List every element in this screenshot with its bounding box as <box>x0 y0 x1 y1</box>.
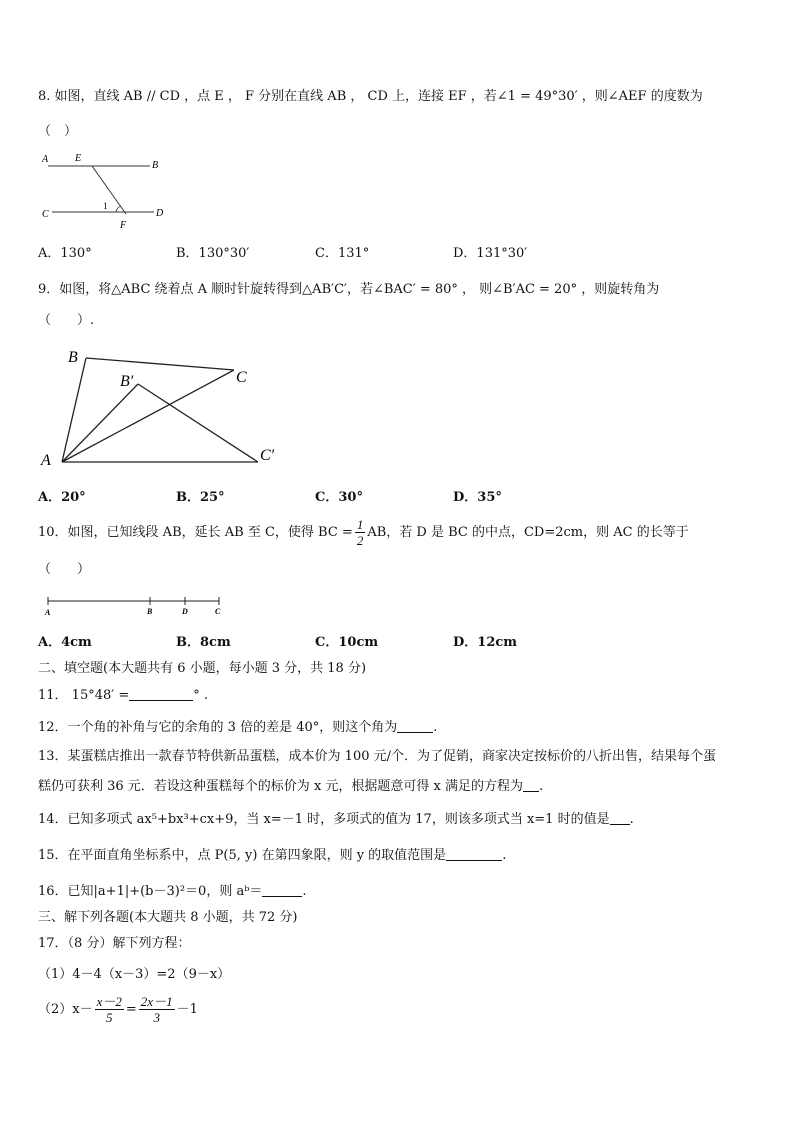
q17-eq2 <box>38 990 198 1030</box>
q16-blank <box>262 883 302 897</box>
q10-label-a: A <box>45 608 51 617</box>
q17-eq2-equals: = <box>125 1002 137 1017</box>
q8-label-a: A <box>42 154 49 165</box>
q9-option-d: D．35° <box>453 490 502 505</box>
q14 <box>38 811 634 829</box>
q13-line1: 13．某蛋糕店推出一款春节特供新品蛋糕，成本价为 100 元/个．为了促销，商家决定按标价的八折出售，结果每个蛋 <box>38 749 717 764</box>
q8-stem: 8. 如图，直线 AB // CD ，点 E ， F 分别在直线 AB ， CD 上，连接 EF ，若∠1 = 49°30′ ，则∠AEF 的度数为 <box>38 89 703 104</box>
q8-option-a: A．130° <box>38 246 92 261</box>
q12-after: . <box>433 720 438 735</box>
q15-text: 15．在平面直角坐标系中，点 P(5, y) 在第四象限，则 y 的取值范围是 <box>38 848 447 863</box>
q10-label-c: C <box>215 607 221 616</box>
q9-figure <box>36 342 286 472</box>
q8-label-c: C <box>42 209 49 220</box>
q11 <box>38 687 208 705</box>
q10-label-d: D <box>182 607 188 616</box>
q12 <box>38 719 437 737</box>
q10-figure <box>42 594 232 618</box>
q9-label-b-prime: B′ <box>120 373 134 390</box>
q9-paren: （ ）. <box>38 313 95 328</box>
q17-eq2-frac2 <box>139 994 175 1025</box>
q15 <box>38 847 506 865</box>
q10-paren: （ ） <box>38 562 91 577</box>
q17-title: 17．（8 分）解下列方程： <box>38 936 191 951</box>
q17-eq2-prefix: （2）x－ <box>38 1002 93 1017</box>
q10-option-a: A．4cm <box>38 635 92 650</box>
q11-blank <box>129 687 193 701</box>
q10-frac-den: 2 <box>356 533 364 548</box>
q16 <box>38 883 307 901</box>
q11-text: 11． 15°48′ = <box>38 688 130 703</box>
q15-after: . <box>502 848 507 863</box>
q8-option-c: C．131° <box>315 246 370 261</box>
q8-option-d: D．131°30′ <box>453 246 528 261</box>
q9-label-a: A <box>41 452 51 469</box>
q8-label-f: F <box>120 220 127 231</box>
q10-text-before: 10．如图，已知线段 AB，延长 AB 至 C，使得 BC = <box>38 525 353 540</box>
q8-label-e: E <box>75 153 82 164</box>
q17-eq2-frac1 <box>95 994 124 1025</box>
q9-option-a: A．20° <box>38 490 86 505</box>
q14-text: 14．已知多项式 ax⁵+bx³+cx+9，当 x=－1 时，多项式的值为 17，则该多项式当 x=1 时的值是 <box>38 812 610 827</box>
q14-after: . <box>629 812 634 827</box>
q10-frac-num: 1 <box>356 517 364 532</box>
q10-option-d: D．12cm <box>453 635 518 650</box>
q8-label-b: B <box>152 160 159 171</box>
q17-eq2-den2: 3 <box>153 1010 160 1025</box>
q10-fraction <box>355 517 366 548</box>
q17-eq2-num1: x－2 <box>96 994 122 1009</box>
q13-text: 糕仍可获利 36 元．若设这种蛋糕每个的标价为 x 元，根据题意可得 x 满足的方程为 <box>38 779 523 794</box>
q13-after: . <box>539 779 544 794</box>
q9-option-b: B．25° <box>176 490 225 505</box>
q9-option-c: C．30° <box>315 490 363 505</box>
q10-stem <box>38 517 689 549</box>
q8-figure <box>38 148 173 233</box>
q9-label-c: C <box>236 369 247 386</box>
q10-label-b: B <box>147 607 153 616</box>
q13-line2 <box>38 778 543 796</box>
q17-eq2-num2: 2x－1 <box>140 994 173 1009</box>
q17-eq2-suffix: －1 <box>176 1002 198 1017</box>
q9-stem: 9．如图，将△ABC 绕着点 A 顺时针旋转得到△AB′C′，若∠BAC′ = 80° ， 则∠B′AC = 20° ，则旋转角为 <box>38 282 660 297</box>
section2-heading: 二、填空题(本大题共有 6 小题，每小题 3 分，共 18 分) <box>38 661 367 676</box>
q8-label-angle1: 1 <box>103 201 108 211</box>
q8-paren: （ ） <box>38 124 78 139</box>
section3-heading: 三、解下列各题(本大题共 8 小题，共 72 分) <box>38 910 298 925</box>
q15-blank <box>446 847 502 861</box>
q12-blank <box>397 719 433 733</box>
q16-text: 16．已知|a+1|+(b－3)²＝0，则 aᵇ＝ <box>38 884 263 899</box>
q10-option-c: C．10cm <box>315 635 379 650</box>
q17-eq1: （1）4－4（x－3）=2（9－x） <box>38 967 231 982</box>
q13-blank <box>523 778 539 792</box>
q10-option-b: B．8cm <box>176 635 231 650</box>
q9-label-b: B <box>68 349 78 366</box>
q8-option-b: B．130°30′ <box>176 246 250 261</box>
q9-label-c-prime: C′ <box>260 447 275 464</box>
q12-text: 12．一个角的补角与它的余角的 3 倍的差是 40°，则这个角为 <box>38 720 398 735</box>
q8-label-d: D <box>156 208 164 219</box>
q17-eq2-den1: 5 <box>106 1010 113 1025</box>
q16-after: . <box>302 884 307 899</box>
q14-blank <box>610 811 630 825</box>
q11-after: ° . <box>193 688 209 703</box>
q10-text-after: AB，若 D 是 BC 的中点，CD=2cm，则 AC 的长等于 <box>367 525 689 540</box>
